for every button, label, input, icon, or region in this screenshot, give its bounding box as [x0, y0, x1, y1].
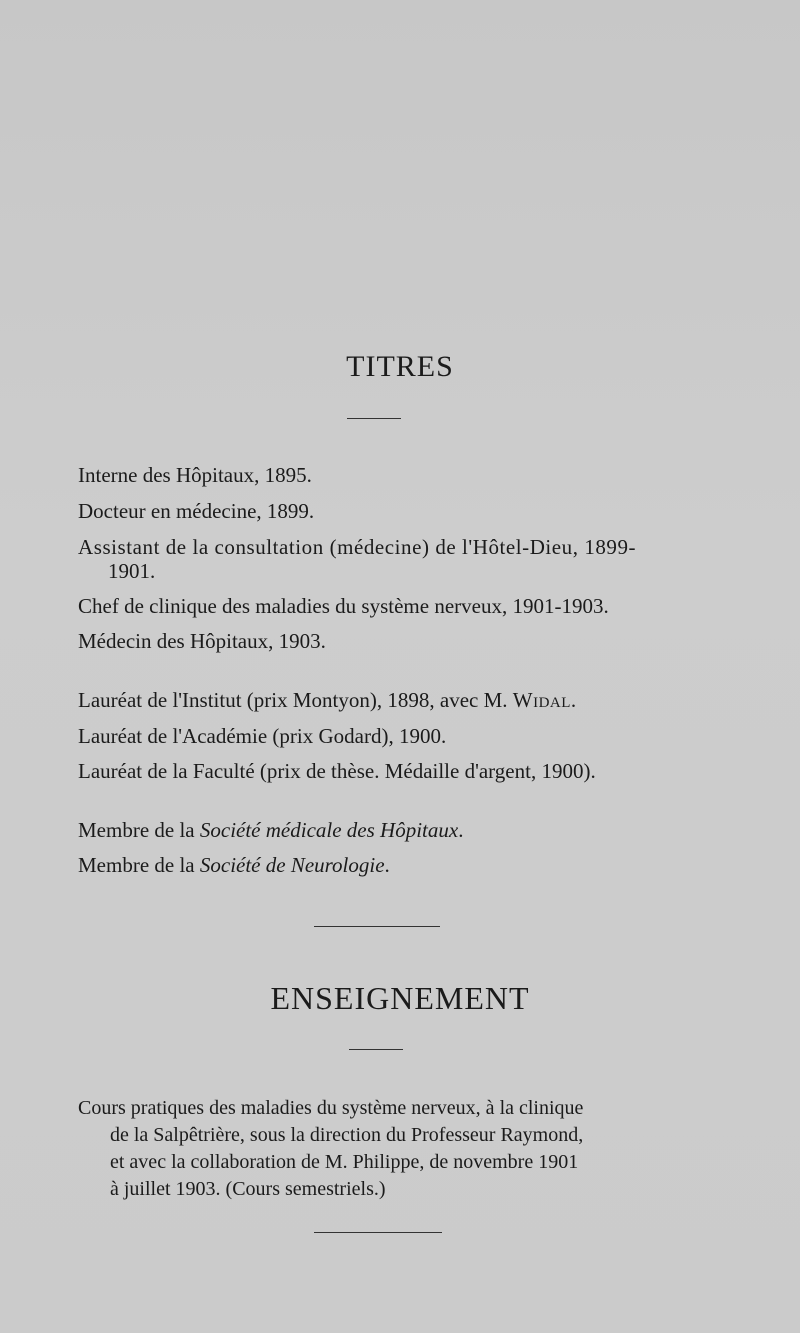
membre-line-1-society: Société médicale des Hôpitaux	[199, 818, 459, 842]
titre-line-5: Médecin des Hôpitaux, 1903.	[78, 629, 326, 653]
titre-line-3-continued: 1901.	[108, 559, 156, 583]
enseignement-heading: ENSEIGNEMENT	[270, 980, 530, 1016]
laureat-line-1-name: Widal	[512, 688, 571, 712]
titre-line-4: Chef de clinique des maladies du système nerveux, 1901-1903.	[78, 594, 609, 618]
laureat-line-1	[78, 688, 576, 713]
titres-heading: TITRES	[346, 350, 454, 383]
membre-line-1-period: .	[458, 818, 464, 842]
membre-line-2-text: Membre de la	[78, 853, 195, 877]
membre-line-2	[78, 853, 390, 878]
titre-line-1: Interne des Hôpitaux, 1895.	[78, 463, 312, 487]
paragraph-line-4: à juillet 1903. (Cours semestriels.)	[110, 1178, 386, 1200]
section-divider-rule	[314, 926, 440, 927]
laureat-line-1-period: .	[570, 688, 577, 712]
paragraph-line-2: de la Salpêtrière, sous la direction du Professeur Raymond,	[110, 1124, 584, 1146]
titres-short-rule	[347, 418, 401, 419]
laureat-line-1-text: Lauréat de l'Institut (prix Montyon), 1898, avec M.	[78, 688, 508, 712]
bottom-divider-rule	[314, 1232, 442, 1233]
titre-line-3: Assistant de la consultation (médecine) de l'Hôtel-Dieu, 1899-	[78, 535, 637, 559]
membre-line-1	[78, 818, 463, 843]
paragraph-line-1: Cours pratiques des maladies du système nerveux, à la clinique	[78, 1097, 584, 1119]
membre-line-2-period: .	[384, 853, 390, 877]
paragraph-line-3: et avec la collaboration de M. Philippe, de novembre 1901	[110, 1151, 579, 1173]
membre-line-2-society: Société de Neurologie	[199, 853, 385, 877]
enseignement-paragraph	[78, 1095, 680, 1203]
enseignement-short-rule	[349, 1049, 403, 1050]
laureat-line-2: Lauréat de l'Académie (prix Godard), 1900.	[78, 724, 447, 748]
titre-line-2: Docteur en médecine, 1899.	[78, 499, 315, 523]
membre-line-1-text: Membre de la	[78, 818, 195, 842]
laureat-line-3: Lauréat de la Faculté (prix de thèse. Médaille d'argent, 1900).	[78, 759, 596, 783]
